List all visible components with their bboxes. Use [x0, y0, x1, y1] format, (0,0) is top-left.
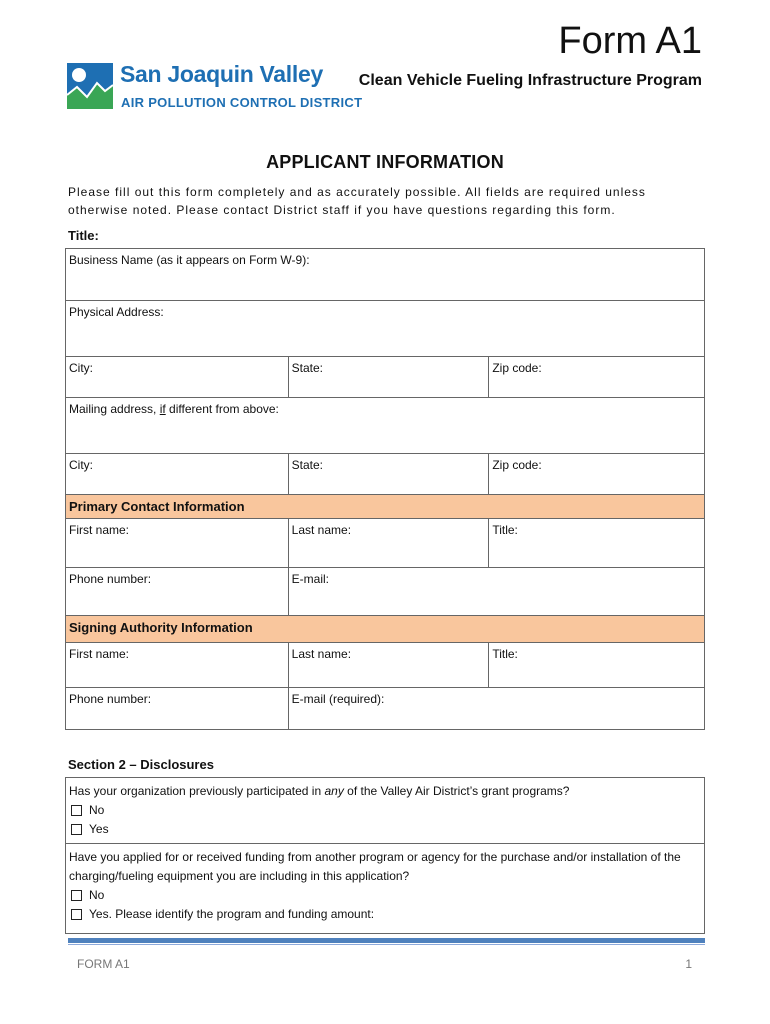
state-field[interactable]	[288, 357, 489, 398]
first-name-label: First name:	[69, 647, 130, 661]
signing-title-field[interactable]	[489, 643, 705, 688]
mailing-state-field[interactable]	[288, 454, 489, 495]
checkbox-icon[interactable]	[71, 909, 82, 920]
q2-option-yes[interactable]	[69, 905, 701, 924]
phone-label: Phone number:	[69, 692, 152, 706]
mailing-address-field[interactable]	[66, 398, 705, 454]
primary-phone-field[interactable]	[66, 568, 289, 616]
footer-rule-thin	[68, 944, 705, 945]
q1-any: any	[324, 784, 344, 798]
physical-address-label: Physical Address:	[69, 305, 164, 319]
first-name-label: First name:	[69, 523, 130, 537]
city-label: City:	[69, 361, 93, 375]
signing-first-name-field[interactable]	[66, 643, 289, 688]
phone-label: Phone number:	[69, 572, 152, 586]
option-label-yes: Yes	[89, 822, 109, 836]
q1-option-no[interactable]	[69, 801, 701, 820]
org-subtitle: AIR POLLUTION CONTROL DISTRICT	[121, 95, 363, 110]
email-label: E-mail:	[291, 572, 329, 586]
q1-option-yes[interactable]	[69, 820, 701, 839]
email-required-label: E-mail (required):	[291, 692, 385, 706]
option-label-no: No	[89, 803, 105, 817]
q1-suffix: of the Valley Air District’s grant programs?	[343, 784, 570, 798]
state-label: State:	[291, 458, 324, 472]
checkbox-icon[interactable]	[71, 805, 82, 816]
city-label: City:	[69, 458, 93, 472]
q2-option-no[interactable]	[69, 886, 701, 905]
checkbox-icon[interactable]	[71, 890, 82, 901]
mailing-label-prefix: Mailing address,	[69, 402, 160, 416]
mailing-zip-field[interactable]	[489, 454, 705, 495]
business-name-label: Business Name (as it appears on Form W-9):	[69, 253, 310, 267]
primary-title-field[interactable]	[489, 519, 705, 568]
zip-label: Zip code:	[492, 458, 542, 472]
applicant-table	[65, 248, 705, 730]
program-title: Clean Vehicle Fueling Infrastructure Program	[358, 72, 702, 89]
business-name-field[interactable]	[66, 249, 705, 301]
zip-label: Zip code:	[492, 361, 542, 375]
district-logo-icon	[67, 63, 113, 109]
q2-text: Have you applied for or received funding from another program or agency for the purchase and/or installation of the charging/fueling equipment you are including in this application?	[69, 850, 681, 883]
primary-contact-header: Primary Contact Information	[66, 495, 705, 519]
signing-authority-header: Signing Authority Information	[66, 616, 705, 643]
last-name-label: Last name:	[291, 647, 352, 661]
state-label: State:	[291, 361, 324, 375]
disclosure-q2	[66, 844, 705, 934]
title-label: Title:	[492, 523, 518, 537]
title-label: Title:	[492, 647, 518, 661]
form-title: Form A1	[558, 20, 702, 62]
option-label-no: No	[89, 888, 105, 902]
section2-title: Section 2 – Disclosures	[68, 757, 214, 772]
mailing-label-suffix: different from above:	[165, 402, 279, 416]
option-label-yes-identify: Yes. Please identify the program and funding amount:	[89, 907, 375, 921]
footer-rule	[68, 938, 705, 943]
primary-email-field[interactable]	[288, 568, 704, 616]
checkbox-icon[interactable]	[71, 824, 82, 835]
disclosures-table	[65, 777, 705, 934]
signing-last-name-field[interactable]	[288, 643, 489, 688]
footer-form-label: FORM A1	[77, 957, 130, 971]
primary-last-name-field[interactable]	[288, 519, 489, 568]
last-name-label: Last name:	[291, 523, 352, 537]
primary-first-name-field[interactable]	[66, 519, 289, 568]
org-name: San Joaquin Valley	[120, 61, 323, 87]
disclosure-q1	[66, 778, 705, 844]
intro-text: Please fill out this form completely and as accurately possible. All fields are required unless otherwise noted. Please contact District staff if you have questions regarding this form.	[68, 185, 646, 217]
q1-prefix: Has your organization previously participated in	[69, 784, 325, 798]
page-heading: APPLICANT INFORMATION	[266, 152, 504, 172]
zip-field[interactable]	[489, 357, 705, 398]
city-field[interactable]	[66, 357, 289, 398]
signing-phone-field[interactable]	[66, 688, 289, 730]
mailing-label-if: if	[159, 402, 166, 416]
signing-email-field[interactable]	[288, 688, 704, 730]
physical-address-field[interactable]	[66, 301, 705, 357]
section1-title: Title:	[68, 228, 99, 243]
mailing-city-field[interactable]	[66, 454, 289, 495]
page-number: 1	[685, 957, 692, 971]
